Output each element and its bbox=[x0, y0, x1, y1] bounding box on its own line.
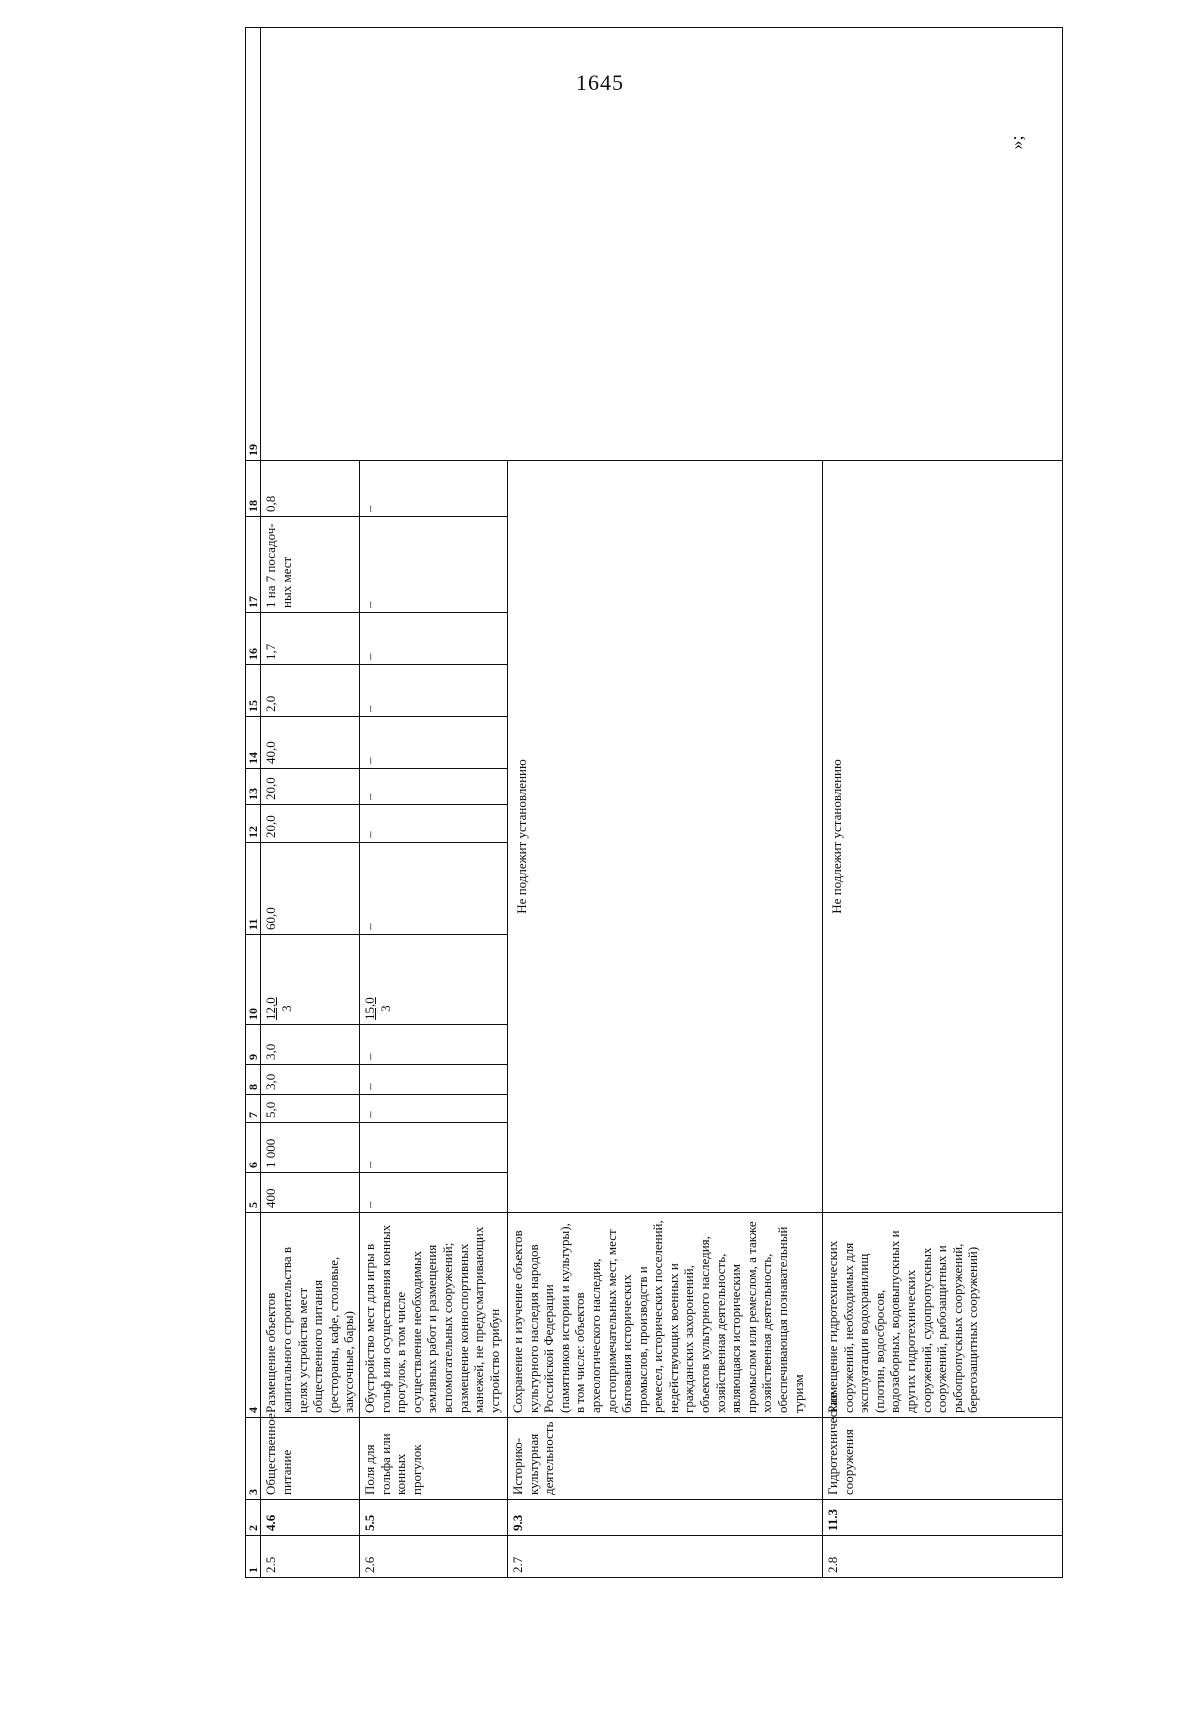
value-cell: – bbox=[359, 769, 507, 805]
name-cell: Историко-культурная деятельность bbox=[507, 1418, 822, 1500]
name-cell: Поля для гольфа или конных прогулок bbox=[359, 1418, 507, 1500]
value-cell: – bbox=[359, 717, 507, 769]
merged-text: Не подлежит установлению bbox=[513, 759, 529, 914]
value-cell: 1 000 bbox=[261, 1123, 360, 1173]
value-cell: – bbox=[359, 1025, 507, 1065]
end-mark: »; bbox=[1006, 135, 1027, 150]
header-cell: 11 bbox=[246, 843, 261, 935]
name-cell: Гидротехнические сооружения bbox=[822, 1418, 1062, 1500]
value-cell: 1,7 bbox=[261, 613, 360, 665]
merged-cell bbox=[507, 461, 822, 1213]
value-cell: 1 на 7 посадоч-ных мест bbox=[261, 517, 360, 613]
header-cell: 12 bbox=[246, 805, 261, 843]
fraction-denominator: 3 bbox=[377, 1005, 393, 1012]
data-table bbox=[245, 27, 1063, 1578]
value-cell: 3,0 bbox=[261, 1065, 360, 1095]
header-cell: 17 bbox=[246, 517, 261, 613]
value-cell: 20,0 bbox=[261, 769, 360, 805]
value-cell: – bbox=[359, 461, 507, 517]
header-cell: 7 bbox=[246, 1095, 261, 1123]
value-cell: – bbox=[359, 1095, 507, 1123]
header-cell: 6 bbox=[246, 1123, 261, 1173]
value-cell: – bbox=[359, 1065, 507, 1095]
value-cell: 400 bbox=[261, 1173, 360, 1213]
code-cell: 4.6 bbox=[261, 1500, 360, 1536]
rotated-table-container bbox=[245, 128, 1045, 1578]
value-cell: – bbox=[359, 843, 507, 935]
header-cell: 2 bbox=[246, 1500, 261, 1536]
value-cell: – bbox=[359, 517, 507, 613]
page-number: 1645 bbox=[576, 70, 624, 95]
header-cell: 16 bbox=[246, 613, 261, 665]
header-row bbox=[246, 28, 261, 1578]
table-row bbox=[261, 28, 360, 1578]
fraction-cell bbox=[359, 935, 507, 1025]
value-cell: 3,0 bbox=[261, 1025, 360, 1065]
description-cell: Размещение объектов капитального строительства в целях устройства мест общественного питания (рестораны, кафе, столовые, закусочные, бары) bbox=[261, 1213, 360, 1418]
code-cell: 11.3 bbox=[822, 1500, 1062, 1536]
value-cell: 5,0 bbox=[261, 1095, 360, 1123]
header-cell: 9 bbox=[246, 1025, 261, 1065]
empty-column-19 bbox=[261, 28, 1063, 461]
row-number: 2.5 bbox=[261, 1536, 360, 1578]
value-cell: – bbox=[359, 1173, 507, 1213]
fraction-numerator: 15,0 bbox=[361, 997, 377, 1020]
header-cell: 15 bbox=[246, 665, 261, 717]
merged-cell bbox=[822, 461, 1062, 1213]
header-cell: 3 bbox=[246, 1418, 261, 1500]
header-cell: 1 bbox=[246, 1536, 261, 1578]
value-cell: 40,0 bbox=[261, 717, 360, 769]
row-number: 2.6 bbox=[359, 1536, 507, 1578]
name-cell: Общественное питание bbox=[261, 1418, 360, 1500]
fraction-cell bbox=[261, 935, 360, 1025]
merged-text: Не подлежит установлению bbox=[828, 759, 844, 914]
value-cell: – bbox=[359, 1123, 507, 1173]
value-cell: 20,0 bbox=[261, 805, 360, 843]
value-cell: 0,8 bbox=[261, 461, 360, 517]
header-cell: 5 bbox=[246, 1173, 261, 1213]
header-cell: 8 bbox=[246, 1065, 261, 1095]
description-cell: Размещение гидротехнических сооружений, необходимых для эксплуатации водохранилищ (плотин, водосбросов, водозаборных, водовыпускных и других гидротехнических сооружений, судопропускных сооружений, рыбозащитных и рыбопропускных сооружений, берегозащитных сооружений) bbox=[822, 1213, 1062, 1418]
header-cell: 19 bbox=[246, 28, 261, 461]
header-cell: 18 bbox=[246, 461, 261, 517]
value-cell: 60,0 bbox=[261, 843, 360, 935]
description-cell: Сохранение и изучение объектов культурного наследия народов Российской Федерации (памятников истории и культуры), в том числе: объектов археологического наследия, достопримечательных мест, мест бытования исторических промыслов, производств и ремесел, исторических поселений, недействующих военных и гражданских захоронений, объектов культурного наследия, хозяйственная деятельность, являющаяся историческим промыслом или ремеслом, а также хозяйственная деятельность, обеспечивающая познавательный туризм bbox=[507, 1213, 822, 1418]
row-number: 2.8 bbox=[822, 1536, 1062, 1578]
header-cell: 10 bbox=[246, 935, 261, 1025]
row-number: 2.7 bbox=[507, 1536, 822, 1578]
header-cell: 4 bbox=[246, 1213, 261, 1418]
header-cell: 13 bbox=[246, 769, 261, 805]
fraction-numerator: 12,0 bbox=[263, 997, 279, 1020]
description-cell: Обустройство мест для игры в гольф или осуществления конных прогулок, в том числе осуществление необходимых земляных работ и размещения вспомогательных сооружений; размещение конноспортивных манежей, не предусматривающих устройство трибун bbox=[359, 1213, 507, 1418]
code-cell: 9.3 bbox=[507, 1500, 822, 1536]
value-cell: – bbox=[359, 665, 507, 717]
header-cell: 14 bbox=[246, 717, 261, 769]
value-cell: – bbox=[359, 805, 507, 843]
value-cell: – bbox=[359, 613, 507, 665]
value-cell: 2,0 bbox=[261, 665, 360, 717]
code-cell: 5.5 bbox=[359, 1500, 507, 1536]
fraction-denominator: 3 bbox=[278, 1005, 294, 1012]
